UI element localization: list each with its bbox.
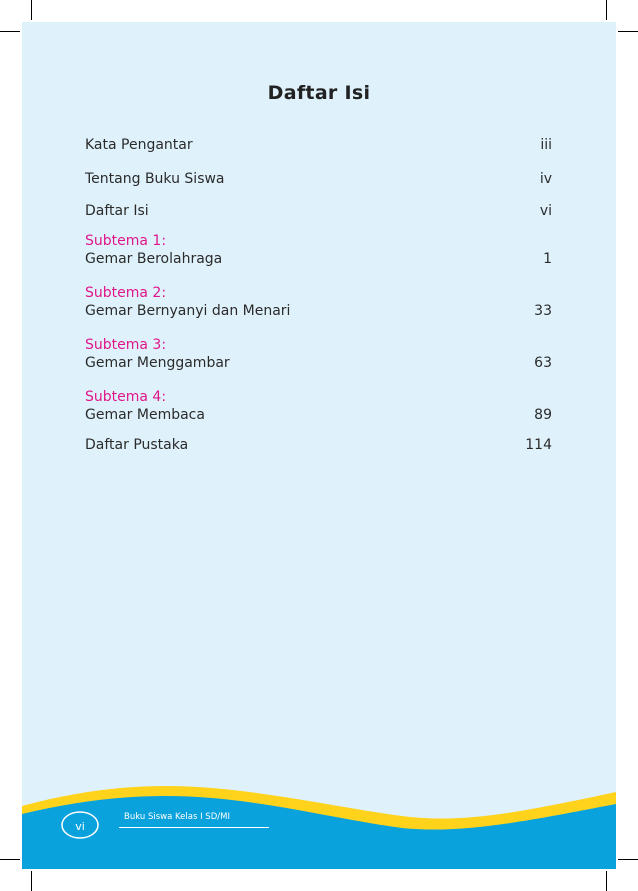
footer-wave [22, 762, 616, 869]
book-page [22, 22, 616, 869]
toc-subtheme-label: Subtema 4: [85, 389, 167, 405]
toc-entry-label: Kata Pengantar [85, 137, 193, 153]
toc-entry-page: 1 [543, 251, 552, 267]
toc-entry [85, 336, 552, 372]
crop-mark [0, 859, 20, 860]
toc-entry [85, 136, 552, 154]
crop-mark [618, 31, 638, 32]
toc-subtheme-label: Subtema 3: [85, 337, 167, 353]
toc-entry-page: 114 [525, 437, 552, 453]
toc-entry [85, 388, 552, 424]
toc-entry-page: 33 [534, 303, 552, 319]
page-number: vi [75, 819, 85, 833]
toc-entry-label: Gemar Berolahraga [85, 251, 223, 267]
crop-mark [606, 871, 607, 891]
toc-entry-label: Gemar Membaca [85, 407, 205, 423]
toc-entry-label: Tentang Buku Siswa [85, 171, 225, 187]
toc-entry [85, 284, 552, 320]
page-title: Daftar Isi [267, 82, 371, 104]
toc-entry-label: Daftar Pustaka [85, 437, 189, 453]
footer-rule [119, 827, 269, 828]
crop-mark [31, 0, 32, 20]
crop-mark [606, 0, 607, 20]
toc-entry-label: Daftar Isi [85, 203, 149, 219]
toc-entry-page: vi [539, 203, 552, 219]
crop-mark [618, 859, 638, 860]
toc-entry [85, 436, 552, 454]
toc-subtheme-label: Subtema 1: [85, 233, 167, 249]
toc-entry-label: Gemar Menggambar [85, 355, 230, 371]
footer-book-title: Buku Siswa Kelas I SD/MI [124, 812, 230, 822]
toc-entry-page: iv [539, 171, 552, 187]
table-of-contents [85, 136, 552, 454]
crop-mark [0, 31, 20, 32]
toc-entry-page: 89 [534, 407, 552, 423]
toc-entry [85, 170, 552, 188]
toc-entry-page: iii [540, 137, 552, 153]
toc-entry [85, 232, 552, 268]
toc-subtheme-label: Subtema 2: [85, 285, 167, 301]
toc-entry [85, 202, 552, 220]
toc-entry-page: 63 [534, 355, 552, 371]
crop-mark [31, 871, 32, 891]
toc-entry-label: Gemar Bernyanyi dan Menari [85, 303, 291, 319]
